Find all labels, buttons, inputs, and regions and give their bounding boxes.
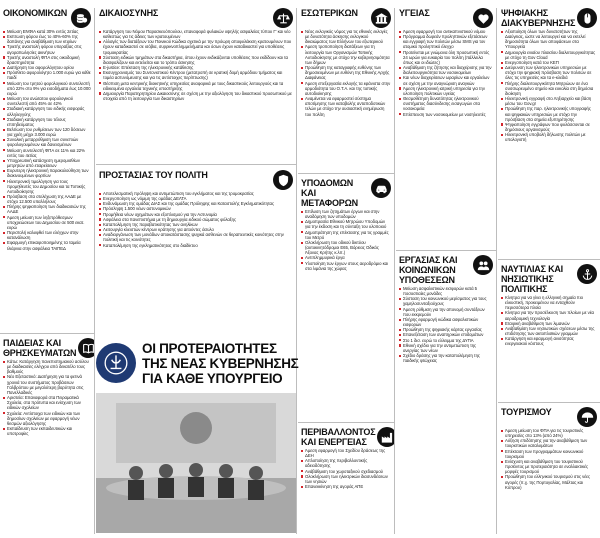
list-item: Πρόσληψη 1.500 νέων αστυνομικών: [99, 206, 293, 211]
list-item: Μείωση του τρητού φορολογικού συντελεστή από 22% στο 9% για εισοδήματα έως 10.000 ευρώ: [3, 81, 91, 96]
list-item: Άμεση τροποποίηση διατάξεων για τη λειτουργία των Οργανισμών Τοπικής Αυτοδιοίκησης με στόχο την κυβερνησιμότητα των δήμων: [301, 44, 391, 65]
list-item: Νέο Εξεταστικό: Διατήρηση για τα φετινά χρονιά του συστήματος προβάσεων Γαλβρόπου με μεγαλύτερη βαρύτητα στις Πανελλαδικές: [3, 374, 91, 395]
list-item: E-justice: Επέκταση της ηλεκτρονικής κατάθεσης: [99, 65, 293, 70]
list-item: Σχολεία: Αντίστοιχα των ειδικών και των δημοσίων σχολείων με εφαρμογή νέων θεσμών αξιολόγησης: [3, 411, 91, 426]
section-title: ΥΓΕΙΑΣ: [399, 8, 430, 18]
row-divider: [498, 259, 600, 260]
list-item: Προώθηση του ελληνικού τουρισμού στις νέες αγορές (π.χ. της Πορτογαλίας, Μάλτας και Κύπρου): [501, 474, 597, 489]
row-divider: [396, 250, 496, 251]
list-item: Βελτίωση του ρυθμίσεων των 120 δόσεων για χρέη μέχρι 3.000 ευρώ: [3, 127, 91, 137]
list-item: Επίσπευση των νοσοκομείων με νοσηλευτές: [399, 112, 493, 117]
item-list: [301, 209, 391, 271]
list-item: Ενίσχυση και αναβάθμιση του τουριστικού προϊόντος με προτεραιότητα σε εναλλακτικές μορφές τουρισμού: [501, 459, 597, 474]
list-item: Άμεση μείωση του ΦΠΑ για τις τουριστικές υπηρεσίες στο 13% (από 24%): [501, 428, 597, 438]
section-title: ΟΙΚΟΝΟΜΙΚΩΝ: [3, 8, 68, 18]
list-item: Καταπολέμηση της εγκληματικότητας στο διαδίκτυο: [99, 243, 293, 248]
section-health: [396, 6, 496, 249]
list-item: Διατήρηση του αφορολόγητου ορίου: [3, 65, 91, 70]
list-item: Πρόσθετο αφορολόγητο 1.000 ευρώ για κάθε παιδί: [3, 70, 91, 80]
scales-icon: [273, 8, 293, 28]
list-item: Πλήρης εφαρμογή κώδικα ασφαλιστικών εισφορών: [399, 317, 493, 327]
section-transport: [298, 176, 394, 421]
section-shipping: [498, 262, 600, 401]
list-item: Επίλυση των ζητημάτων έργων και στην αναδόμηση των υποδομών: [301, 209, 391, 219]
list-item: Ηλεκτρονική τιμολόγηση για τους προμηθευτές του Δημοσίου και τα Τοπικής Αυτοδιοίκησης: [3, 179, 91, 194]
list-item: Πλήρης διαλειτουργικότητα Μητρώων σε ένα συσσωρευμένο σημείο και ευκολία στη δημόσια διοίκηση: [501, 81, 597, 96]
list-item: Ανάβαθμίση των νησιωτικών σχέσεων μέσω της επιδότησης των ακτοπλοϊκών γραμμών: [501, 326, 597, 336]
list-item: Αριστεία: Επαναφορά στα Πειραματικά Σχολεία, στα πρότυπα και ενίσχυση των ειδικών σχολείων: [3, 395, 91, 410]
section-environment: [298, 425, 394, 535]
people-icon: [473, 255, 493, 275]
list-item: Ανάβάθμιση του χωροταξικού σχεδιασμού: [301, 469, 391, 474]
list-item: Διεύρυνση των ηλεκτρονικών υπηρεσιών με στόχο την ψηφιακή πρόσβαση των πολιτών σε όλες τις υπηρεσίες και τα e-κλεδιά: [501, 65, 597, 80]
section-title: ΠΡΟΣΤΑΣΙΑΣ ΤΟΥ ΠΟΛΙΤΗ: [99, 170, 208, 180]
list-item: Άμεση επεξεργασία εκλογής τα εφάνιστα στην αρμοδιότητα του Ο.Τ.Α. και της τοπικής αυτοδιοίκησης: [301, 81, 391, 96]
item-list: [3, 29, 91, 251]
list-item: Πρόγραμμα δωρεάν προληπτικών εξετάσεων και εγγραφή των πολιτών μέσω SMS για τον ατομικό προληπτικό έλεγχο: [399, 34, 493, 49]
item-list: [99, 191, 293, 248]
list-item: Σύσταση ειδικών τμημάτων στα δικαστήρια, όπου έχουν εκδικάζονται υποθέσεις που εκδίδουν και τα διασφαλίζουν και εκτελείται και το τρόπο άσκησης: [99, 55, 293, 65]
list-item: Προώθηση της παρ. ηλεκτρονικής υπογραφής και ψηφιακών υπηρεσιών με στόχο την πρόσβαση στα σημεία εξυπηρέτησης: [501, 106, 597, 121]
section-title: ΤΟΥΡΙΣΜΟΥ: [501, 407, 552, 417]
list-item: Στο 1 δισ. ευρώ το ελλειμμα της ΔΥΠΑ: [399, 338, 493, 343]
list-item: Τριετής αναστολή ΦΠΑ στις οικοδομική δραστηριότητα: [3, 55, 91, 65]
umbrella-icon: [577, 407, 597, 427]
section-title: ΝΑΥΤΙΛΙΑΣ ΚΑΙ ΝΗΣΙΩΤΙΚΗΣ ΠΟΛΙΤΙΚΗΣ: [501, 264, 563, 294]
column-divider: [394, 8, 395, 534]
list-item: Δημοπράτηση της επέκτασης για τις γραμμές του Μετρό: [301, 230, 391, 240]
coins-icon: [71, 8, 91, 28]
item-list: [501, 295, 597, 347]
column-divider: [296, 8, 297, 534]
list-item: Σύσταση του κοινωνικού μερίσματος για τους χαμηλοσυνταξιούχους: [399, 296, 493, 306]
list-item: Προώθηση της ψηφιακής κάρτας εργασίας: [399, 327, 493, 332]
list-item: Συνολική μεταρρύθμιση των συνεπιών φορολογουμένων και δανεισμένων: [3, 137, 91, 147]
list-item: Σταδιακή κατάργηση του ειδικής εισφοράς αλληλεγγύης: [3, 106, 91, 116]
government-meeting-photo: [96, 393, 296, 533]
list-item: Θέσπιση μετα κεντρικής διοικητικής υπηρεσίας αναφορικά με τους δικαστικούς λειτουργούς και τα ειδικευμένα εργαλεία τεχνικής υποστήριξης: [99, 81, 293, 91]
headline-text: [142, 341, 298, 386]
list-item: Προώθηση της καταγραφής ευθύνης των δημοσιευμένων με ευθύνη της Εθνικής Αρχής Διαφάνειας: [301, 65, 391, 80]
row-divider: [0, 333, 94, 334]
headline-line: ΟΙ ΠΡΟΤΕΡΑΙΟΤΗΤΕΣ: [142, 340, 277, 356]
heart-icon: [473, 8, 493, 28]
list-item: Αναδιοργάνωση των μονάδων αποκατάστασης ψυχικά ασθενών σε θεραπευτικές κοινότητες στην πολιτική και τις κοινότητες: [99, 232, 293, 242]
list-item: Μείωση ασφαλιστικών εισφορών κατά 5 ποσοστιαίες μονάδες: [399, 286, 493, 296]
section-labor: [396, 253, 496, 535]
list-item: Αντιπλημμυρικά έργα: [301, 255, 391, 260]
list-item: Εθνική σχέδιο για την αντιμετώπιση της ανεργίας των νέων: [399, 343, 493, 353]
book-icon: [78, 338, 94, 358]
item-list: [501, 428, 597, 490]
item-list: [301, 448, 391, 489]
list-item: Δημιουργία Παρατηρητηρίου Δικαιοσύνης σε σχέση με την αξιολόγηση του δικαστικού προσωπικού με στοιχεία από τη λειτουργία των δικαστηρίων: [99, 91, 293, 101]
section-title: ΕΣΩΤΕΡΙΚΩΝ: [301, 8, 358, 18]
mouse-icon: [577, 8, 597, 28]
list-item: Επέκταση των προγραμμάτων κοινωνικού τουρισμού: [501, 449, 597, 459]
shield-icon: [273, 170, 293, 190]
list-item: Άμεση μείωση των ληξιπρόθεσμων υποχρεώσεων του Δημοσίου σε 500 εκατ. ευρώ: [3, 215, 91, 230]
list-item: Ενδυνάμωση της ομάδας ΔΙΑΣ και της ομάδας Πρόληψης και Καταστολής Εγκληματικότητας: [99, 201, 293, 206]
item-list: [301, 29, 391, 117]
list-item: Άμεση ηλεκτρονική ιατρική υπηρεσία για την υλοποίηση πολιτικών υγείας: [399, 86, 493, 96]
row-divider: [298, 173, 394, 174]
section-title: ΕΡΓΑΣΙΑΣ ΚΑΙ ΚΟΙΝΩΝΙΚΩΝ ΥΠΟΘΕΣΕΩΝ: [399, 255, 458, 285]
section-title: ΥΠΟΔΟΜΩΝ ΚΑΙ ΜΕΤΑΦΟΡΩΝ: [301, 178, 358, 208]
list-item: Αλλαγές των διατάξεων του Ποινικού Κώδικα σχετικά με την πρόωρη αποφυλάκιση κρατουμένων που έχουν καταδικαστεί σε ισόβια, συρρικνοπλημμελήματα και όσων έχουν καταδικαστεί για υποθέσεις τρομοκρατίας: [99, 39, 293, 54]
list-item: Σταδιακή κατάργηση του τέλους επιτηδεύματος: [3, 117, 91, 127]
section-interior: [298, 6, 394, 172]
section-title: ΔΙΚΑΙΟΣΥΝΗΣ: [99, 8, 159, 18]
list-item: Εκσυγχρονισμός του Συντονιστικού Κέντρου (μετατροπή σε κρατική δομή αρμόδιου τμήματος και τομέα αστυνόμευσης και για τις αντίστοιχες περίπτωσης): [99, 70, 293, 80]
section-economy: [0, 6, 94, 332]
list-item: Αύξηση επιδότησης για την αναβάθμιση των τουριστικών καταλυμάτων: [501, 438, 597, 448]
list-item: Επανεκκίνηση της αγοράς ΑΠΕ: [301, 484, 391, 489]
list-item: Κάτω: Κατάργηση πανεπιστημιακού ασύλου με διαδικασίες ελέγχου από δεκατέλο τους βαθμούς: [3, 359, 91, 374]
list-item: Τριετής αναστολή φόρου υπεραξίας στις αγοραπωλησίες ακινήτων: [3, 44, 91, 54]
list-item: Ευρυτερη ηλεκτρονική παρακολούθηση των διακινουμένων φορτίων: [3, 168, 91, 178]
list-item: Μείωση συντελεστή ΦΠΑ σε 11% και 22% εντός του 4ετίας: [3, 148, 91, 158]
list-item: Θεσμοθέτηση δυνατότητας ηλεκτρονικού συστήματος διασύνδεσης εισαγωγών στα νοσοκομεία: [399, 96, 493, 111]
list-item: Μείωση του ανώτατου φορολογικού συντελεστή από 45% σε 42%: [3, 96, 91, 106]
row-divider: [298, 422, 394, 423]
list-item: Και νέων διαχειρίσεων ωραρίων και εργαλείων σε σχέση με την αναγνώριση αναγκών: [399, 75, 493, 85]
list-item: Ηλεκτρονική υποβολή δήλωσης πολιτών με υπολογιστή: [501, 132, 597, 142]
section-tourism: [498, 405, 600, 535]
row-divider: [96, 164, 296, 165]
list-item: Κατάργηση του Νόμου Παρασκευόπουλου, επαναφορά φυλακών υψηλής ασφαλείας τύπου Γ' και νέο καθεστώς για τις άδειες των κρατουμένων: [99, 29, 293, 39]
list-item: Επανεξέταση των αναπηρικών επιδομάτων: [399, 332, 493, 337]
car-icon: [371, 178, 391, 198]
list-item: Απλοποίηση της περιβαλλοντικής αδειοδότησης: [301, 458, 391, 468]
list-item: Ενεργοποίηση κατά του ΚΕΠ: [501, 60, 597, 65]
list-item: Πρόσβαση στα στελέχωση της ΑΑΔΕ με στόχο 12.500 υπαλλήλους: [3, 194, 91, 204]
list-item: Πλήρης ψηφιοποίηση των διαδικασιών της ΑΑΔΕ: [3, 204, 91, 214]
section-police: [96, 168, 296, 333]
list-item: Ηλεκτρονική εγγραφή στο Ληξιαρχείο και βάση μέσω του Gov.gr: [501, 96, 597, 106]
list-item: Ολοκλήρωση του οδικού δικτύου (αυτοκινητόδρομοι Ε65, Βόρειος Οδικός Άξονας Κρήτης κ.λπ.): [301, 240, 391, 255]
list-item: Εταιρική αναβάθμιση των λιμανιών: [501, 321, 597, 326]
row-divider: [498, 402, 600, 403]
anchor-icon: [577, 264, 597, 284]
list-item: Ψηφιοποίηση εγγράφων που φυλάσσονται σε δημόσιους οργανισμούς: [501, 122, 597, 132]
column-divider: [496, 8, 497, 534]
list-item: Άμεση εφαρμογή του Σχεδίου δράσεως της ΔΕΗ: [301, 448, 391, 458]
list-item: Μείωση ΕΝΦΙΑ κατά 30% εντός 2ετίας: [3, 29, 91, 34]
list-item: Νέος εκλογικός νόμος για τις εθνικές εκλογές με δυνατότητα άσκησης εκλογικού δικαιώματος των Ελλήνων του εξωτερικού: [301, 29, 391, 44]
headline-line: ΤΗΣ ΝΕΑΣ ΚΥΒΕΡΝΗΣΗΣ: [142, 355, 299, 371]
list-item: Ασφάλεια στα πανεπιστήμια με τη δημιουργία ειδικού σώματος φύλαξης: [99, 217, 293, 222]
headline-line: ΓΙΑ ΚΑΘΕ ΥΠΟΥΡΓΕΙΟ: [142, 370, 283, 386]
list-item: Αξιοποίηση όλων των δυνατοτήτων της Διαύγειας, ώστε να λειτουργεί και να εκτελεί δημοσιότητα όλων των αποφάσεων στα Υπουργεία: [501, 29, 597, 50]
item-list: [501, 29, 597, 142]
list-item: Αναβάθμιση της ζήτησης και διαχείρισης για την διαλειτουργικότητα των νοσοκομείων: [399, 65, 493, 75]
list-item: Περιστολή καλυφθεί των ελέγχων στην κατανάλωση: [3, 230, 91, 240]
building-icon: [371, 8, 391, 28]
section-title: ΠΑΙΔΕΙΑΣ ΚΑΙ ΘΡΗΣΚΕΥΜΑΤΩΝ: [3, 338, 77, 358]
list-item: Εκπτωση φόρου έως το 40%-60% της δαπάνης για αναβάθμιση των κτιρίων: [3, 34, 91, 44]
list-item: Κατάργηση και εφαρμογή ανισότητας ενεργειακού κόστους: [501, 336, 597, 346]
list-item: Λειτουργία κλειστών κέντρων κράτησης για αιτούντες άσυλο: [99, 227, 293, 232]
list-item: Εκπαίδευση των εκπαιδευτικών και υποτροφίες: [3, 426, 91, 436]
section-title: ΨΗΦΙΑΚΗΣ ΔΙΑΚΥΒΕΡΝΗΣΗΣ: [501, 8, 576, 28]
list-item: Υλοποίηση των έργων στους αεροδρόμιο και στα λιμάνια της χώρας: [301, 261, 391, 271]
column-divider: [94, 8, 95, 534]
section-education: [0, 336, 94, 534]
list-item: Εφαρμογή επικαιροποιημένης τα ταμεία Ιλιάρνια στην ασφάλεια ΤΑΙΠΕΔ: [3, 240, 91, 250]
section-title: ΠΕΡΙΒΑΛΛΟΝΤΟΣ ΚΑΙ ΕΝΕΡΓΕΙΑΣ: [301, 427, 376, 447]
list-item: Κίνητρα για την προσέλκυση των πλοίων με νέα αεροδρομική τεχνολογία: [501, 310, 597, 320]
list-item: Κίνητρα για να γίνει η ελληνική σημαία πιο ελκυστική, προκειμένου να ενταχθούν περισσότερα πλοία: [501, 295, 597, 310]
list-item: Δημιουργία ενιαίου πλαισίου διαλειτουργικότητας με στόχο τη Gov Cloud: [501, 50, 597, 60]
item-list: [399, 29, 493, 117]
list-item: Σχέδιο δράσης για την καταπολέμηση της παιδικής φτώχειας: [399, 353, 493, 363]
list-item: Ολοκλήρωση των ηλεκτρικών διασυνδέσεων των νησιών: [301, 474, 391, 484]
list-item: Άμεση εφαρμογή του αντικαπνιστικού νόμου: [399, 29, 493, 34]
factory-icon: [377, 427, 394, 447]
list-item: Δημοπρασία Εθνικού Μητρώου Υποδομών για την έκδοση και τη σύνταξη του υλοποιού: [301, 219, 391, 229]
list-item: Προτείνεται με γνώμονα όλη προσωπική εντός 24 ωρών για ευκαιρία του πολίτη (πάλλειλα όπως και οι ιδιώτες): [399, 50, 493, 65]
item-list: [399, 286, 493, 363]
list-item: Αναμένεται να εφαρμοστεί σύστημα αποτίμησης των καταβολής ανταποδοτικών τελών με στόχο την ουσιαστική ενημέρωση του πολίτη: [301, 96, 391, 117]
list-item: Καταπολέμηση της παραβατικότητας των ανηλίκων: [99, 222, 293, 227]
item-list: [3, 359, 91, 436]
government-seal-icon: [96, 343, 136, 383]
list-item: Προμήθεια νέων οχημάτων και εξοπλισμού για την Αστυνομία: [99, 212, 293, 217]
list-item: Αποτελεσματική πρόληψη και αντιμετώπιση του εγκλήματος και της τρομοκρατίας: [99, 191, 293, 196]
list-item: Υποχρεωτική κατάσχεση ημερομισθίων μετρητών από εταιρείσεων: [3, 158, 91, 168]
list-item: Άμεση ρύθμιση για την απονομή συντάξεων που εκκρεμούν: [399, 307, 493, 317]
section-digital: [498, 6, 600, 258]
list-item: Ενεργοποίηση ως νόμιμη της ομάδας ΔΕΛΤΑ: [99, 196, 293, 201]
section-justice: [96, 6, 296, 163]
item-list: [99, 29, 293, 101]
